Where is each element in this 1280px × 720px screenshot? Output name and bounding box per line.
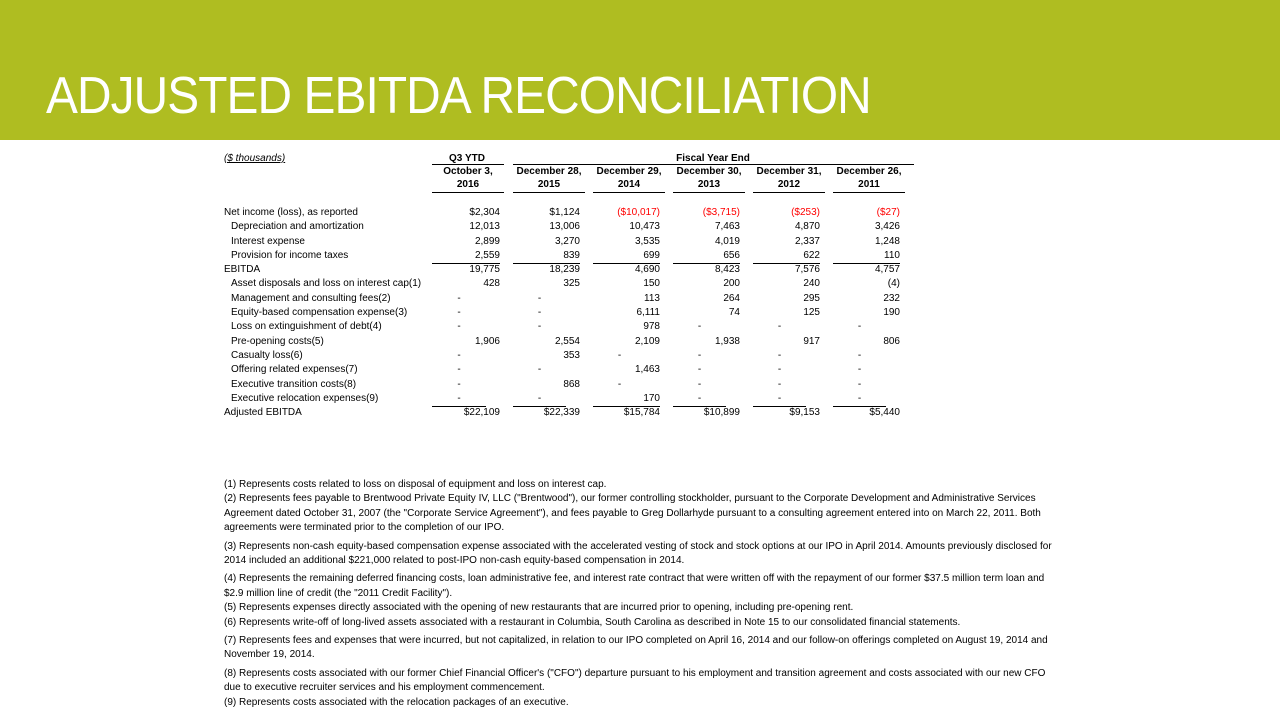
table-cell: - xyxy=(457,364,461,376)
table-cell: - xyxy=(457,307,461,319)
footnote-8: (8) Represents costs associated with our former Chief Financial Officer's ("CFO") departure pursuant to his employment and transition agreement and costs associated with our new CFO due to executive recruiter services and his employment commencement. xyxy=(224,667,1046,694)
fiscal-year-end-header: Fiscal Year End xyxy=(676,153,750,164)
table-cell: - xyxy=(777,378,782,390)
row-label: Provision for income taxes xyxy=(231,249,349,261)
row-label: Loss on extinguishment of debt(4) xyxy=(231,321,382,333)
table-cell: - xyxy=(457,292,461,304)
column-year-header: 2013 xyxy=(673,178,745,193)
units-label: ($ thousands) xyxy=(224,153,286,164)
table-cell: 1,906 xyxy=(474,335,500,347)
table-cell: 12,013 xyxy=(469,221,500,233)
table-cell: 7,463 xyxy=(714,221,740,233)
footnote-1: (1) Represents costs related to loss on disposal of equipment and loss on interest cap. xyxy=(224,479,607,490)
table-row xyxy=(224,220,924,234)
table-cell: - xyxy=(777,349,782,361)
table-cell: 7,576 xyxy=(794,264,820,276)
table-cell: - xyxy=(537,292,542,304)
column-date-header: December 30, xyxy=(676,166,742,177)
table-cell: - xyxy=(457,378,461,390)
table-cell: - xyxy=(617,349,622,361)
table-cell: - xyxy=(857,321,862,333)
table-row xyxy=(224,206,924,220)
table-row xyxy=(224,306,924,320)
table-cell: - xyxy=(673,392,726,407)
table-cell: - xyxy=(777,321,782,333)
page-title: ADJUSTED EBITDA RECONCILIATION xyxy=(46,67,871,125)
table-cell: $2,304 xyxy=(469,207,500,218)
table-cell: 18,239 xyxy=(549,264,580,276)
column-year-header: 2015 xyxy=(513,178,585,193)
row-label: Adjusted EBITDA xyxy=(224,407,302,419)
table-cell: 3,270 xyxy=(554,235,580,247)
table-cell: - xyxy=(697,321,702,333)
table-cell: $10,899 xyxy=(703,407,740,419)
table-row xyxy=(224,263,924,277)
table-cell: 170 xyxy=(593,392,660,407)
table-cell: 4,019 xyxy=(714,235,740,247)
table-cell: 3,426 xyxy=(874,221,900,233)
column-date-header: October 3, xyxy=(443,166,493,177)
table-cell: - xyxy=(857,349,862,361)
row-label: Offering related expenses(7) xyxy=(231,364,358,376)
footnote-4: (4) Represents the remaining deferred financing costs, loan administrative fee, and interest rate contract that were written off with the repayment of our former $37.5 million term loan and $2.9 million line of credit (the "2011 Credit Facility"). xyxy=(224,573,1045,599)
table-cell: ($3,715) xyxy=(702,207,740,218)
table-row xyxy=(224,249,924,263)
table-cell: 2,899 xyxy=(474,235,500,247)
table-row xyxy=(224,363,924,377)
table-cell: 8,423 xyxy=(714,264,740,276)
table-cell: $22,109 xyxy=(463,407,500,419)
table-cell: $9,153 xyxy=(789,407,820,419)
table-cell: 656 xyxy=(673,249,740,264)
table-row xyxy=(224,320,924,334)
table-cell: 2,109 xyxy=(634,335,660,347)
table-cell: 113 xyxy=(644,292,660,304)
table-cell: (4) xyxy=(887,278,900,290)
column-date-header: December 28, xyxy=(516,166,582,177)
table-cell: 240 xyxy=(803,278,820,290)
table-cell: - xyxy=(697,364,702,376)
table-cell: - xyxy=(777,364,782,376)
table-cell: 2,554 xyxy=(554,335,580,347)
table-cell: $5,440 xyxy=(869,407,900,419)
table-cell: 1,248 xyxy=(874,235,900,247)
column-year-header: 2011 xyxy=(833,178,905,193)
table-cell: 10,473 xyxy=(629,221,660,233)
table-cell: - xyxy=(457,349,461,361)
row-label: Executive transition costs(8) xyxy=(231,378,357,390)
row-label: Net income (loss), as reported xyxy=(224,207,358,218)
table-cell: 1,938 xyxy=(714,335,740,347)
table-cell: 74 xyxy=(728,307,740,319)
column-year-header: 2014 xyxy=(593,178,665,193)
footnote-9: (9) Represents costs associated with the relocation packages of an executive. xyxy=(224,696,569,708)
table-cell: - xyxy=(513,392,566,407)
table-cell: 4,870 xyxy=(794,221,820,233)
table-cell: 978 xyxy=(643,321,660,333)
table-cell: 232 xyxy=(883,292,900,304)
table-cell: 699 xyxy=(593,249,660,264)
row-label: Casualty loss(6) xyxy=(231,349,303,361)
table-cell: 868 xyxy=(563,378,580,390)
table-cell: 6,111 xyxy=(636,307,660,319)
table-cell: $22,339 xyxy=(543,407,580,419)
row-label: Management and consulting fees(2) xyxy=(231,292,391,304)
footnotes xyxy=(224,478,1054,710)
table-row xyxy=(224,277,924,291)
table-cell: 4,757 xyxy=(874,264,900,276)
q3-ytd-header: Q3 YTD xyxy=(449,153,485,164)
column-year-header: 2012 xyxy=(753,178,825,193)
table-cell: 428 xyxy=(483,278,500,290)
table-cell: 125 xyxy=(803,307,820,319)
table-cell: $1,124 xyxy=(549,207,580,218)
table-cell: 325 xyxy=(563,278,580,290)
table-cell: - xyxy=(857,364,862,376)
row-label: Equity-based compensation expense(3) xyxy=(231,307,408,319)
column-date-header: December 26, xyxy=(836,166,902,177)
table-row xyxy=(224,235,924,249)
table-cell: 110 xyxy=(833,249,900,264)
table-cell: 150 xyxy=(643,278,660,290)
column-date-header: December 31, xyxy=(756,166,822,177)
table-cell: - xyxy=(537,321,542,333)
table-cell: ($253) xyxy=(791,207,820,218)
table-cell: $15,784 xyxy=(623,407,660,419)
column-date-header: December 29, xyxy=(596,166,662,177)
table-cell: 4,690 xyxy=(634,264,660,276)
table-cell: - xyxy=(697,349,702,361)
table-row xyxy=(224,335,924,349)
table-row xyxy=(224,292,924,306)
table-cell: 3,535 xyxy=(634,235,660,247)
footnote-2: (2) Represents fees payable to Brentwood Private Equity IV, LLC ("Brentwood"), our former controlling stockholder, pursuant to the Corporate Development and Administrative Services Agreement dated October 31, 2007 (the "Corporate Service Agreement"), and fees payable to Greg Dollarhyde pursuant to a consulting agreement entered into on March 22, 2011. Both agreements were terminated prior to the completion of our IPO. xyxy=(224,493,1041,534)
table-cell: - xyxy=(857,378,862,390)
footnote-5: (5) Represents expenses directly associated with the opening of new restaurants that are incurred prior to opening, including pre-opening rent. xyxy=(224,602,854,614)
table-cell: 917 xyxy=(803,335,820,347)
row-label: Asset disposals and loss on interest cap(1) xyxy=(231,278,422,290)
table-cell: 190 xyxy=(883,307,900,319)
table-row xyxy=(224,349,924,363)
column-year-header: 2016 xyxy=(432,178,504,193)
table-cell: 806 xyxy=(883,335,900,347)
table-row xyxy=(224,392,924,406)
footnote-6: (6) Represents write-off of long-lived assets associated with a restaurant in Columbia, South Carolina as described in Note 15 to our consolidated financial statements. xyxy=(224,616,961,628)
ebitda-table xyxy=(224,152,924,420)
row-label: EBITDA xyxy=(224,264,261,276)
table-cell: - xyxy=(537,364,542,376)
table-cell: 264 xyxy=(723,292,740,304)
table-cell: 19,775 xyxy=(469,264,500,276)
footnote-7: (7) Represents fees and expenses that were incurred, but not capitalized, in relation to our IPO completed on April 16, 2014 and our follow-on offerings completed on August 19, 2014 and November 19, 2014. xyxy=(224,635,1048,661)
table-cell: - xyxy=(753,392,806,407)
footnote-3: (3) Represents non-cash equity-based compensation expense associated with the accelerated vesting of stock and stock options at our IPO in April 2014. Amounts previously disclosed for 2014 included an additional $221,000 related to post-IPO non-cash equity-based compensation in 2014. xyxy=(224,540,1052,567)
table-cell: 2,559 xyxy=(432,249,500,264)
table-cell: 295 xyxy=(803,292,820,304)
table-cell: - xyxy=(697,378,702,390)
table-cell: ($27) xyxy=(876,207,900,218)
table-cell: 1,463 xyxy=(634,364,660,376)
table-cell: 353 xyxy=(563,349,580,361)
table-cell: 839 xyxy=(513,249,580,264)
table-cell: - xyxy=(833,392,886,407)
table-cell: - xyxy=(432,392,486,407)
row-label: Executive relocation expenses(9) xyxy=(231,392,379,404)
table-cell: ($10,017) xyxy=(617,207,660,218)
row-label: Depreciation and amortization xyxy=(231,221,364,233)
table-row xyxy=(224,378,924,392)
row-label: Interest expense xyxy=(231,235,305,247)
row-label: Pre-opening costs(5) xyxy=(231,335,324,347)
table-cell: 2,337 xyxy=(794,235,820,247)
table-cell: - xyxy=(617,378,622,390)
table-row xyxy=(224,406,924,420)
table-cell: 200 xyxy=(723,278,740,290)
table-cell: 622 xyxy=(753,249,820,264)
table-cell: - xyxy=(537,307,542,319)
table-cell: 13,006 xyxy=(549,221,580,233)
table-cell: - xyxy=(457,321,461,333)
